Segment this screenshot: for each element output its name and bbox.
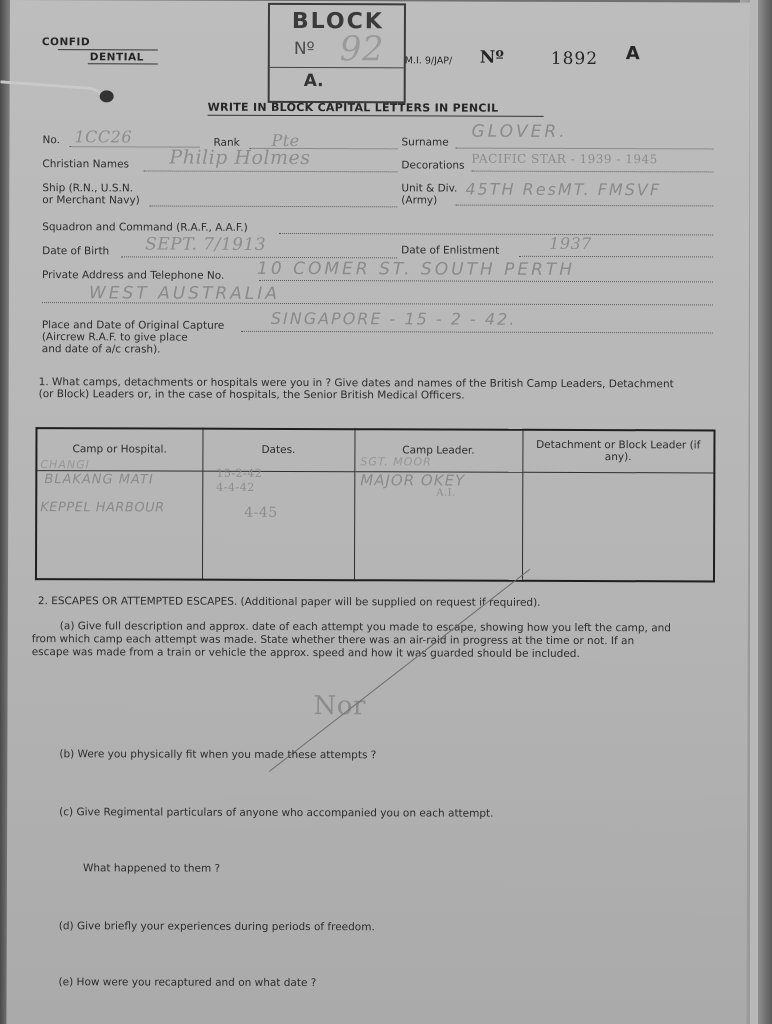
dob-value: SEPT. 7/1913 xyxy=(145,234,267,255)
serial-no-label: Nº xyxy=(479,47,504,68)
serial-number: 1892 xyxy=(550,48,599,70)
question2a-answer: Nor xyxy=(313,691,366,722)
question2c-sub: What happened to them ? xyxy=(82,862,221,875)
christian-names-value: Philip Holmes xyxy=(169,146,311,170)
ship-label-line2: or Merchant Navy) xyxy=(42,194,140,207)
under-page-edge xyxy=(750,0,758,1024)
unit-value: 45TH ResMT. FMSVF xyxy=(465,179,662,200)
dates-column-header: Dates. xyxy=(202,429,354,472)
question2a-line2: from which camp each attempt was made. State whether there was an air-raid in progress at the time or not. If an xyxy=(31,633,635,648)
enlistment-value: 1937 xyxy=(549,233,592,254)
instruction-heading: WRITE IN BLOCK CAPITAL LETTERS IN PENCIL xyxy=(207,100,499,115)
christian-names-line xyxy=(143,170,397,172)
leader-entry: SGT. MOOR xyxy=(360,455,432,469)
capture-label-line2: (Aircrew R.A.F. to give place xyxy=(41,331,188,344)
capture-label-line1: Place and Date of Original Capture xyxy=(41,319,225,332)
question2b: (b) Were you physically fit when you made these attempts ? xyxy=(59,748,377,762)
ship-line xyxy=(149,205,397,207)
capture-label-line3: and date of a/c crash). xyxy=(41,343,161,356)
decorations-label: Decorations xyxy=(401,159,465,172)
camp-leader-column-header: Camp Leader. xyxy=(354,429,522,472)
confidential-underline xyxy=(58,37,158,50)
camp-entry: CHANGI xyxy=(40,458,90,472)
tag-string xyxy=(0,80,108,108)
question2a-line3: escape was made from a train or vehicle the approx. speed and how it was guarded should be included. xyxy=(31,646,580,660)
question2-heading: 2. ESCAPES OR ATTEMPTED ESCAPES. (Additional paper will be supplied on request if required). xyxy=(37,595,541,609)
capture-line xyxy=(241,331,713,334)
serial-suffix: A xyxy=(625,43,640,65)
camp-entry: BLAKANG MATI xyxy=(44,472,154,488)
date-entry: 4-45 xyxy=(244,504,278,521)
question2e: (e) How were you recaptured and on what date ? xyxy=(58,976,317,990)
capture-value: SINGAPORE - 15 - 2 - 42. xyxy=(270,308,517,329)
question2a-line1: (a) Give full description and approx. date of each attempt you made to escape, showing how you left the camp, and xyxy=(59,620,672,635)
form-reference: M.I. 9/JAP/ xyxy=(404,55,453,67)
detachment-entries-cell xyxy=(522,472,714,582)
question2c: (c) Give Regimental particulars of anyone who accompanied you on each attempt. xyxy=(59,806,494,820)
detachment-leader-column-header: Detachment or Block Leader (if any). xyxy=(522,430,714,473)
squadron-label: Squadron and Command (R.A.F., A.A.F.) xyxy=(42,221,248,234)
unit-line xyxy=(455,205,713,207)
stamp-divider xyxy=(270,67,404,68)
unit-label-line1: Unit & Div. xyxy=(401,182,458,195)
decorations-value: PACIFIC STAR - 1939 - 1945 xyxy=(471,151,658,167)
stamp-block-letter: A. xyxy=(303,71,324,92)
rank-value: Pte xyxy=(271,130,300,151)
address-line1 xyxy=(259,280,713,283)
confidential-mark-line2: DENTIAL xyxy=(89,51,144,64)
form-sheet xyxy=(6,0,750,1024)
address-value-line2: WEST AUSTRALIA xyxy=(88,283,280,304)
decorations-line xyxy=(471,171,713,173)
question1-line2: (or Block) Leaders or, in the case of hospitals, the Senior British Medical Officers. xyxy=(38,388,465,402)
surname-value: GLOVER. xyxy=(471,121,568,142)
confidential-mark-line1: CONFID xyxy=(41,36,91,49)
camp-entry: KEPPEL HARBOUR xyxy=(40,500,165,516)
enlistment-line xyxy=(519,256,713,258)
tag-knot xyxy=(100,90,114,102)
question2d: (d) Give briefly your experiences during periods of freedom. xyxy=(58,920,375,934)
rank-label: Rank xyxy=(213,136,240,149)
stamp-no-label: Nº xyxy=(293,38,315,60)
christian-names-label: Christian Names xyxy=(42,158,130,171)
no-value: 1CC26 xyxy=(74,127,133,147)
camp-column-header: Camp or Hospital. xyxy=(36,428,202,471)
surname-line xyxy=(455,148,713,150)
surname-label: Surname xyxy=(401,136,449,149)
date-entry: 4-4-42 xyxy=(216,480,255,494)
confidential-underline-2 xyxy=(88,51,158,64)
stamp-block-label: BLOCK xyxy=(291,8,384,35)
no-label: No. xyxy=(42,134,60,147)
address-label: Private Address and Telephone No. xyxy=(42,269,225,282)
leader-entry: A.I. xyxy=(436,487,456,499)
squadron-line xyxy=(279,233,713,236)
question1-line1: 1. What camps, detachments or hospitals were you in ? Give dates and names of the British Camp Leaders, Detachment xyxy=(38,376,674,391)
block-stamp xyxy=(268,3,406,103)
enlistment-label: Date of Enlistment xyxy=(401,244,500,257)
dob-label: Date of Birth xyxy=(42,245,110,258)
date-entry: 15-2-42 xyxy=(216,466,263,480)
instruction-underline xyxy=(208,115,544,117)
unit-label-line2: (Army) xyxy=(401,194,438,207)
stamp-block-number: 92 xyxy=(339,29,385,70)
address-value-line1: 10 COMER ST. SOUTH PERTH xyxy=(257,258,576,280)
leader-entry: MAJOR OKEY xyxy=(360,471,466,490)
ship-label-line1: Ship (R.N., U.S.N. xyxy=(42,182,134,195)
